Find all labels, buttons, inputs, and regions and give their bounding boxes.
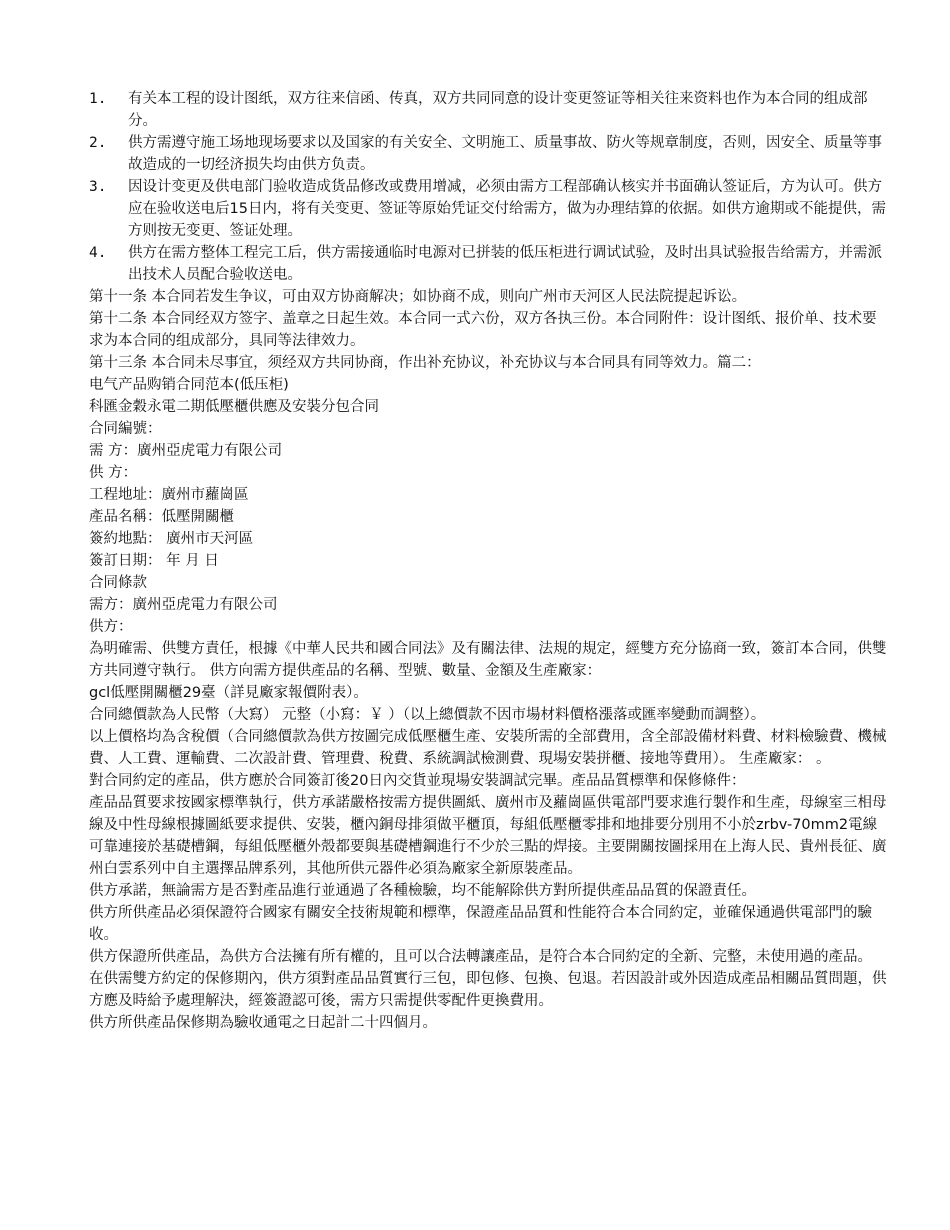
numbered-list <box>89 88 890 286</box>
body-text <box>89 286 890 1034</box>
list-item <box>89 132 890 176</box>
list-item-text: 供方需遵守施工场地现场要求以及国家的有关安全、文明施工、质量事故、防火等规章制度，否则，因安全、质量等事故造成的一切经济损失均由供方负责。 <box>128 135 882 173</box>
paragraph: 供方保證所供產品，為供方合法擁有所有權的，且可以合法轉讓產品，是符合本合同約定的全新、完整，未使用過的產品。 <box>89 949 872 965</box>
supplier-line: 供 方： <box>89 465 138 481</box>
paragraph: 供方承諾，無論需方是否對產品進行並通過了各種檢驗，均不能解除供方對所提供產品品質的保證責任。 <box>89 883 756 899</box>
paragraph: 供方所供產品必須保證符合國家有關安全技術規範和標準，保證產品品質和性能符合本合同約定，並確保通過供電部門的驗收。 <box>89 905 872 943</box>
article-13: 第十三条 本合同未尽事宜，须经双方共同协商，作出补充协议，补充协议与本合同具有同等效力。篇二： <box>89 355 761 371</box>
list-item <box>89 242 890 286</box>
contract-number: 合同編號： <box>89 421 162 437</box>
paragraph: 合同總價款為人民幣（大寫） 元整（小寫：￥ ）（以上總價款不因市場材料價格漲落或匯率變動而調整）。 <box>89 707 766 723</box>
contract-terms-heading: 合同條款 <box>89 575 147 591</box>
buyer-line-2: 需方：廣州亞虎電力有限公司 <box>89 597 278 613</box>
paragraph: 供方所供產品保修期為驗收通電之日起計二十四個月。 <box>89 1015 437 1031</box>
list-item-text: 因设计变更及供电部门验收造成货品修改或费用增减，必须由需方工程部确认核实并书面确认签证后，方为认可。供方应在验收送电后15日内，将有关变更、签证等原始凭证交付给需方，做为办理结算的依据。如供方逾期或不能提供，需方则按无变更、签证处理。 <box>128 179 886 239</box>
article-11: 第十一条 本合同若发生争议，可由双方协商解决；如协商不成，则向广州市天河区人民法院提起诉讼。 <box>89 289 747 305</box>
list-item-text: 供方在需方整体工程完工后，供方需接通临时电源对已拼装的低压柜进行调试试验，及时出具试验报告给需方，并需派出技术人员配合验收送电。 <box>128 245 882 283</box>
paragraph: 以上價格均為含稅價（合同總價款為供方按圖完成低壓櫃生產、安裝所需的全部費用，含全部設備材料費、材料檢驗費、機械費、人工費、運輸費、二次設計費、管理費、稅費、系統調試檢測費、現場安裝拼櫃、接地等費用）。 生產廠家： 。 <box>89 729 887 767</box>
paragraph: 為明確需、供雙方責任，根據《中華人民共和國合同法》及有關法律、法規的規定，經雙方充分協商一致，簽訂本合同，供雙方共同遵守執行。 供方向需方提供產品的名稱、型號、數量、金額及生產廠家： <box>89 641 887 679</box>
paragraph: 產品品質要求按國家標準執行，供方承諾嚴格按需方提供圖紙、廣州市及蘿崗區供電部門要求進行製作和生產，母線室三相母線及中性母線根據圖紙要求提供、安裝，櫃內銅母排須做平櫃頂，每組低壓櫃零排和地排要分別用不小於zrbv-70mm2電線可靠連接於基礎槽鋼，每組低壓櫃外殼都要與基礎槽鋼進行不少於三點的焊接。主要開關按圖採用在上海人民、貴州長征、廣州白雲系列中自主選擇品牌系列，其他所供元器件必須為廠家全新原裝產品。 <box>89 795 887 877</box>
signing-date: 簽訂日期： 年 月 日 <box>89 553 219 569</box>
article-12: 第十二条 本合同经双方签字、盖章之日起生效。本合同一式六份，双方各执三份。本合同附件：设计图纸、报价单、技术要求为本合同的组成部分，具同等法律效力。 <box>89 311 877 349</box>
buyer-line: 需 方：廣州亞虎電力有限公司 <box>89 443 283 459</box>
contract-title: 科匯金穀永電二期低壓櫃供應及安裝分包合同 <box>89 399 379 415</box>
product-name: 產品名稱：低壓開關櫃 <box>89 509 234 525</box>
list-item <box>89 176 890 242</box>
list-item-number: 2. <box>89 135 107 151</box>
signing-place: 簽約地點： 廣州市天河區 <box>89 531 254 547</box>
paragraph: gcl低壓開關櫃29臺（詳見廠家報價附表）。 <box>89 685 368 701</box>
paragraph: 對合同約定的產品，供方應於合同簽訂後20日內交貨並現場安裝調試完畢。產品品質標準和保修條件： <box>89 773 746 789</box>
list-item-number: 4. <box>89 245 107 261</box>
list-item-number: 1. <box>89 91 107 107</box>
list-item-text: 有关本工程的设计图纸，双方往来信函、传真，双方共同同意的设计变更签证等相关往来资料也作为本合同的组成部分。 <box>128 91 868 129</box>
paragraph: 在供需雙方約定的保修期內，供方須對產品品質實行三包，即包修、包換、包退。若因設計或外因造成產品相關品質問題，供方應及時給予處理解決，經簽證認可後，需方只需提供零配件更換費用。 <box>89 971 887 1009</box>
project-address: 工程地址：廣州市蘿崗區 <box>89 487 249 503</box>
list-item-number: 3. <box>89 179 107 195</box>
section-title: 电气产品购销合同范本(低压柜) <box>89 377 289 393</box>
list-item <box>89 88 890 132</box>
supplier-line-2: 供方： <box>89 619 133 635</box>
